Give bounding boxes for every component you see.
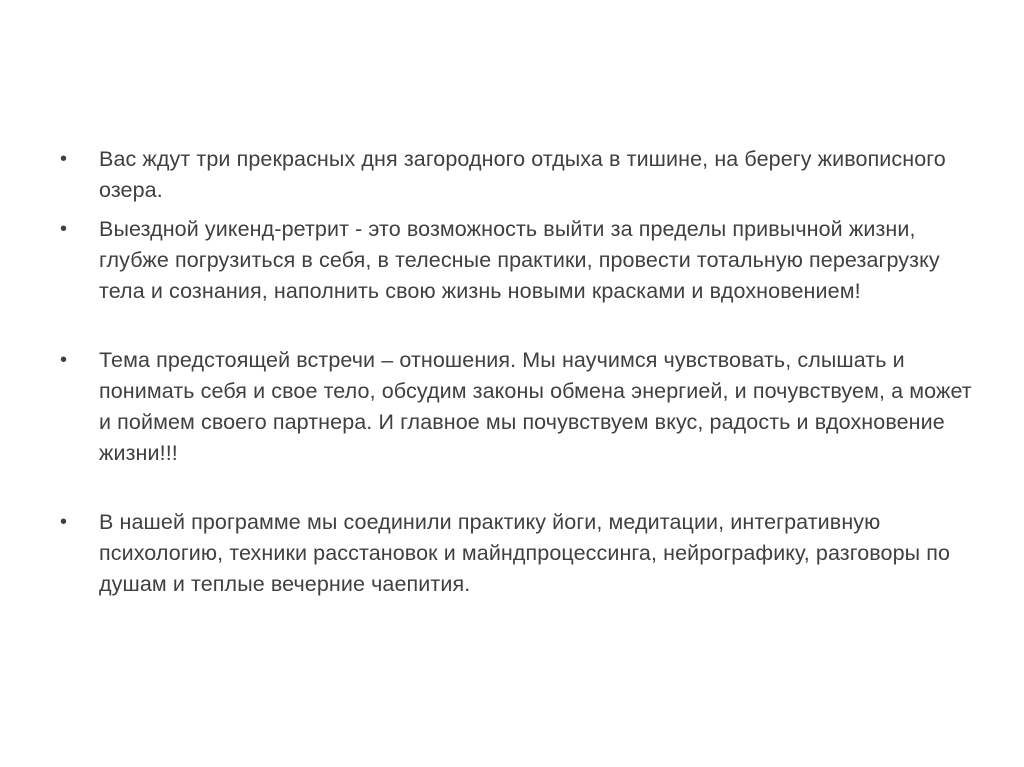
bullet-list (60, 144, 980, 600)
bullet-text: Выездной уикенд-ретрит - это возможность выйти за пределы привычной жизни, глубже погрузиться в себя, в телесные практики, провести тотальную перезагрузку тела и сознания, наполнить свою жизнь новыми красками и вдохновением! (99, 217, 940, 303)
bullet-item-4 (60, 507, 980, 600)
bullet-marker: • (60, 511, 68, 533)
bullet-item-2 (60, 214, 980, 307)
bullet-marker: • (60, 218, 68, 240)
bullet-item-3 (60, 345, 980, 469)
bullet-item-1 (60, 144, 980, 206)
bullet-text: Тема предстоящей встречи – отношения. Мы научимся чувствовать, слышать и понимать себя и свое тело, обсудим законы обмена энергией, и почувствуем, а может и поймем своего партнера. И главное мы почувствуем вкус, радость и вдохновение жизни!!! (99, 348, 972, 465)
bullet-marker: • (60, 349, 68, 371)
bullet-text: В нашей программе мы соединили практику йоги, медитации, интегративную психологию, техники расстановок и майндпроцессинга, нейрографику, разговоры по душам и теплые вечерние чаепития. (99, 510, 951, 596)
bullet-marker: • (60, 148, 68, 170)
bullet-text: Вас ждут три прекрасных дня загородного отдыха в тишине, на берегу живописного озера. (99, 147, 946, 202)
